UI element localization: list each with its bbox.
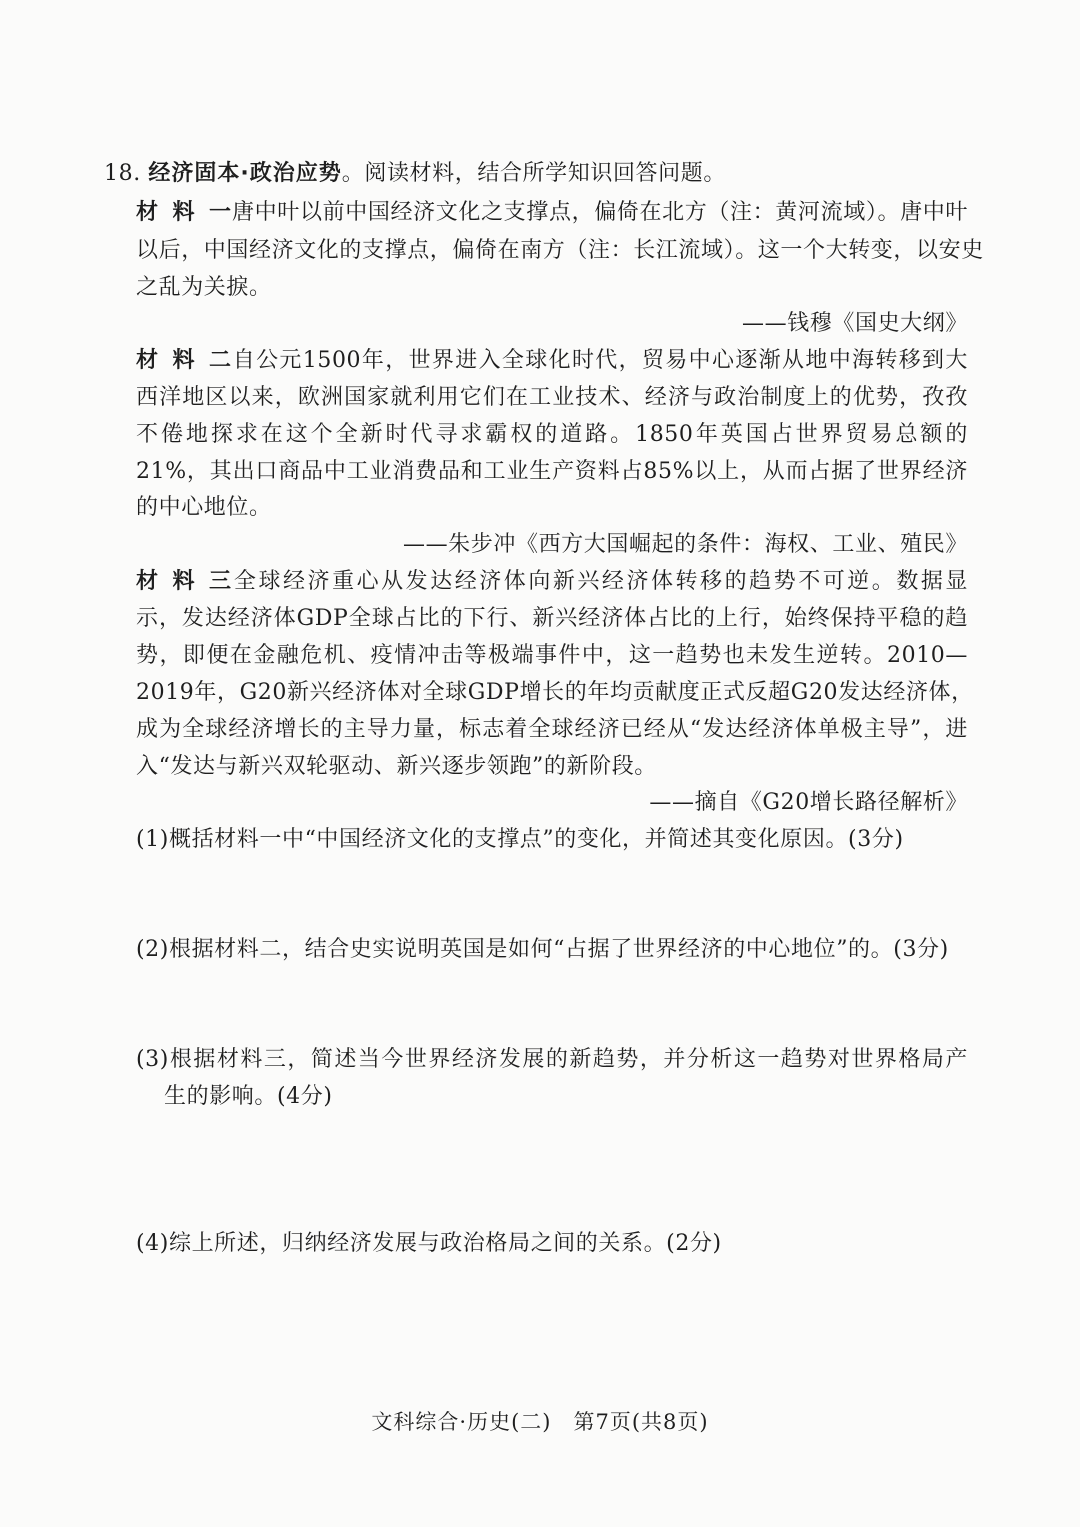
material1-line-3: 之乱为关捩。 [136,275,272,300]
material3-line-1 [136,564,968,600]
material1-source: ——钱穆《国史大纲》 [741,311,968,336]
material3-source: ——摘自《G20增长路径解析》 [649,790,968,815]
material1-text-1: 唐中叶以前中国经济文化之支撑点，偏倚在北方（注：黄河流域）。唐中叶 [232,200,968,225]
material2-line-3: 不倦地探求在这个全新时代寻求霸权的道路。1850年英国占世界贸易总额的 [136,422,968,447]
material3-line-3: 势，即便在金融危机、疫情冲击等极端事件中，这一趋势也未发生逆转。2010— [136,643,968,668]
material3-text-1: 全球经济重心从发达经济体向新兴经济体转移的趋势不可逆。数据显 [232,569,968,594]
question-number: 18. [104,161,141,186]
material2-label: 材料二 [136,348,232,373]
material3-label: 材料三 [136,569,232,594]
subquestion-2: (2)根据材料二，结合史实说明英国是如何“占据了世界经济的中心地位”的。(3分) [136,937,949,962]
material3-line-4: 2019年，G20新兴经济体对全球GDP增长的年均贡献度正式反超G20发达经济体， [136,680,974,705]
material2-line-5: 的中心地位。 [136,495,272,520]
material2-line-2: 西洋地区以来，欧洲国家就利用它们在工业技术、经济与政治制度上的优势，孜孜 [136,385,968,410]
question-instruction: 。阅读材料，结合所学知识回答问题。 [341,161,726,186]
subquestion-4: (4)综上所述，归纳经济发展与政治格局之间的关系。(2分) [136,1231,722,1256]
material2-text-1: 自公元1500年，世界进入全球化时代，贸易中心逐渐从地中海转移到大 [232,348,968,373]
question-header [104,156,726,192]
material1-label: 材料一 [136,200,232,225]
material2-source: ——朱步冲《西方大国崛起的条件：海权、工业、殖民》 [402,532,968,557]
material3-line-2: 示，发达经济体GDP全球占比的下行、新兴经济体占比的上行，始终保持平稳的趋 [136,606,968,631]
material2-line-1 [136,343,968,379]
material2-line-4: 21%，其出口商品中工业消费品和工业生产资料占85%以上，从而占据了世界经济 [136,459,968,484]
material3-line-6: 入“发达与新兴双轮驱动、新兴逐步领跑”的新阶段。 [136,754,657,779]
material1-line-1 [136,195,968,231]
subquestion-3-line-1: (3)根据材料三，简述当今世界经济发展的新趋势，并分析这一趋势对世界格局产 [136,1047,968,1072]
subquestion-3-line-2: 生的影响。(4分) [164,1084,333,1109]
material1-line-2: 以后，中国经济文化的支撑点，偏倚在南方（注：长江流域）。这一个大转变，以安史 [136,238,984,263]
page-footer: 文科综合·历史(二) 第7页(共8页) [371,1410,709,1434]
subquestion-1: (1)概括材料一中“中国经济文化的支撑点”的变化，并简述其变化原因。(3分) [136,827,904,852]
material3-line-5: 成为全球经济增长的主导力量，标志着全球经济已经从“发达经济体单极主导”，进 [136,717,968,742]
question-title: 经济固本·政治应势 [148,161,342,186]
